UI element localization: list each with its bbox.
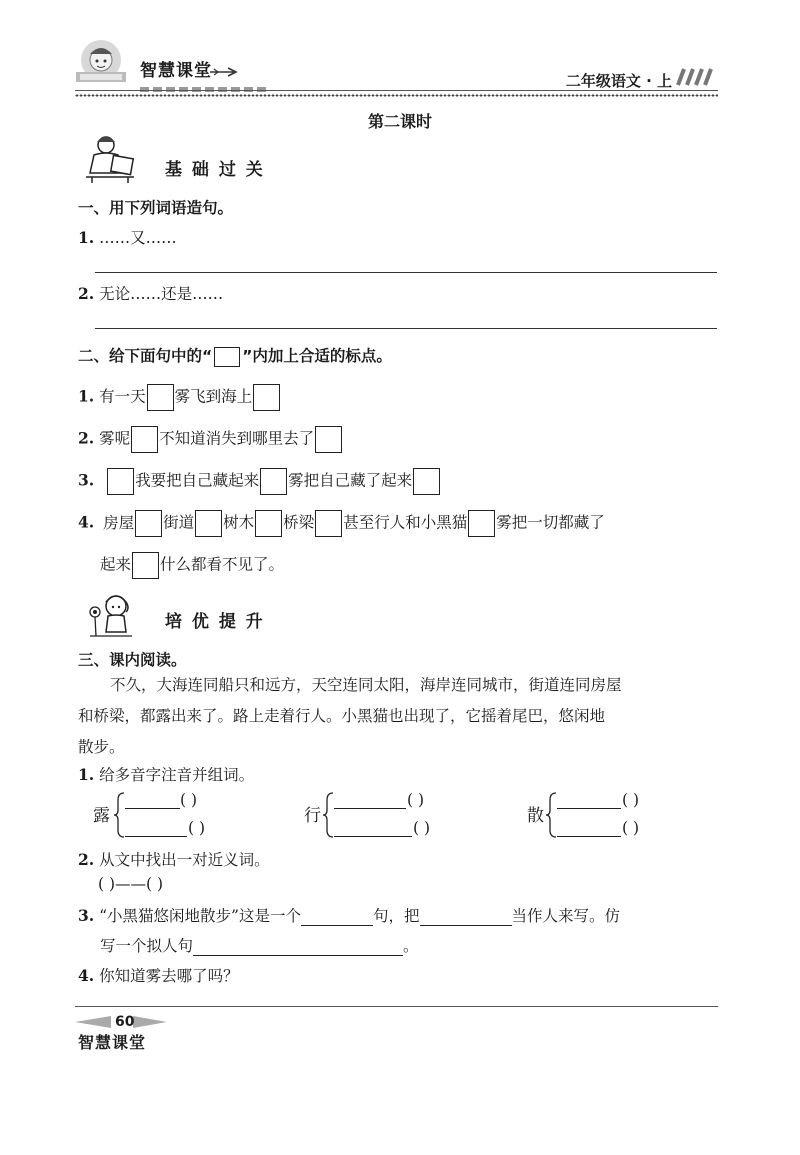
footer-title: 智慧课堂 <box>78 1033 147 1052</box>
q2-heading <box>78 344 392 367</box>
q3-sub4-text: 你知道雾去哪了吗？ <box>99 967 239 985</box>
q1-item-1-num: 1. <box>78 228 95 247</box>
q2-item-4-cont <box>100 552 284 579</box>
q2-text: 雾呢 <box>99 429 131 448</box>
q3-heading: 三、课内阅读。 <box>78 651 187 669</box>
punct-box[interactable] <box>132 552 159 579</box>
punct-box[interactable] <box>468 510 495 537</box>
q2-item-4 <box>78 510 605 537</box>
q2-text: 雾飞到海上 <box>174 387 253 406</box>
punct-box[interactable] <box>255 510 282 537</box>
poly-char-san: 散 <box>527 806 544 826</box>
q1-item-2-num: 2. <box>78 284 95 303</box>
brace-icon <box>545 792 557 842</box>
q2-text: 树木 <box>223 513 255 532</box>
student-writing-icon <box>82 133 138 189</box>
q2-heading-post: ”内加上合适的标点。 <box>242 347 392 365</box>
q3-sub2-answer[interactable]: ( )——( ) <box>98 875 164 893</box>
q1-item-1-text: ……又…… <box>99 229 177 247</box>
footer-rule <box>75 1006 718 1007</box>
q1-item-2 <box>78 282 223 304</box>
reading-passage <box>78 670 718 763</box>
punct-box[interactable] <box>147 384 174 411</box>
object-blank[interactable] <box>420 909 512 926</box>
q3-sub1 <box>78 763 254 785</box>
section-basic-title: 基 础 过 关 <box>165 160 265 180</box>
q2-text: 甚至行人和小黑猫 <box>343 513 468 532</box>
q1-item-1 <box>78 226 177 248</box>
poly-paren[interactable]: ( ) <box>413 819 431 837</box>
q3-sub1-num: 1. <box>78 765 95 784</box>
poly-blank[interactable] <box>125 820 187 837</box>
poly-paren[interactable]: ( ) <box>622 819 640 837</box>
q3-sub3-num: 3. <box>78 906 95 925</box>
poly-paren[interactable]: ( ) <box>180 791 198 809</box>
q2-text: 我要把自己藏起来 <box>135 471 260 490</box>
q2-item-1-num: 1. <box>78 386 95 406</box>
q2-item-2-num: 2. <box>78 428 95 448</box>
poly-blank[interactable] <box>334 792 406 809</box>
q2-text: 桥梁 <box>283 513 315 532</box>
punct-box[interactable] <box>195 510 222 537</box>
punct-box[interactable] <box>315 426 342 453</box>
header-grade-label: 二年级语文 · 上 <box>565 72 672 90</box>
punct-box[interactable] <box>253 384 280 411</box>
q1-answer-line-2[interactable] <box>95 328 717 329</box>
brace-icon <box>113 792 125 842</box>
q1-answer-line-1[interactable] <box>95 272 717 273</box>
q2-text: 雾把自己藏了起来 <box>288 471 413 490</box>
poly-blank[interactable] <box>125 792 180 809</box>
q3-sub2 <box>78 848 270 870</box>
poly-blank[interactable] <box>334 820 412 837</box>
punct-box[interactable] <box>260 468 287 495</box>
q3-sub3-cont <box>100 934 419 956</box>
lesson-title: 第二课时 <box>367 112 432 131</box>
poly-char-xing: 行 <box>304 806 321 826</box>
q2-item-2 <box>78 426 343 453</box>
q3-sub3-text-4: 写一个拟人句 <box>100 937 194 955</box>
q2-text: 什么都看不见了。 <box>160 555 285 574</box>
q2-text: 起来 <box>100 555 132 574</box>
passage-line-2: 和桥梁，都露出来了。路上走着行人。小黑猫也出现了，它摇着尾巴，悠闲地 <box>78 707 606 725</box>
q2-text: 不知道消失到哪里去了 <box>159 429 315 448</box>
header-rule <box>75 90 718 91</box>
sentence-type-blank[interactable] <box>301 909 373 926</box>
q3-sub3-text-3: 当作人来写。仿 <box>511 907 621 925</box>
punct-box[interactable] <box>315 510 342 537</box>
punct-box[interactable] <box>413 468 440 495</box>
punct-box[interactable] <box>131 426 158 453</box>
q2-text: 有一天 <box>99 387 146 406</box>
punct-box[interactable] <box>135 510 162 537</box>
q2-text: 雾把一切都藏了 <box>496 513 605 532</box>
poly-blank[interactable] <box>557 820 621 837</box>
q2-text: 街道 <box>163 513 195 532</box>
q3-sub4 <box>78 964 239 986</box>
poly-paren[interactable]: ( ) <box>622 791 640 809</box>
poly-char-lu: 露 <box>93 806 110 826</box>
punct-box[interactable] <box>107 468 134 495</box>
page-number: 60 <box>115 1014 135 1030</box>
header-slashes-icon <box>672 68 718 90</box>
passage-line-3: 散步。 <box>78 738 125 756</box>
q3-sub4-num: 4. <box>78 966 95 985</box>
q3-sub2-num: 2. <box>78 850 95 869</box>
q2-heading-box <box>214 347 240 367</box>
passage-line-1: 不久，大海连同船只和远方，天空连同太阳，海岸连同城市，街道连同房屋 <box>110 676 622 694</box>
q2-heading-pre: 二、给下面句中的“ <box>78 347 213 365</box>
q3-sub2-text: 从文中找出一对近义词。 <box>99 851 270 869</box>
personification-blank[interactable] <box>193 939 403 956</box>
girl-flower-icon <box>86 592 136 644</box>
q2-text: 房屋 <box>103 513 135 532</box>
header-title: 智慧课堂 <box>140 61 212 81</box>
q1-item-2-text: 无论……还是…… <box>99 285 224 303</box>
poly-blank[interactable] <box>557 792 621 809</box>
poly-paren[interactable]: ( ) <box>407 791 425 809</box>
q1-heading: 一、用下列词语造句。 <box>78 199 234 217</box>
header-dotted-rule <box>75 94 718 97</box>
q3-sub3-text-5: 。 <box>403 937 419 955</box>
q3-sub1-text: 给多音字注音并组词。 <box>99 766 255 784</box>
q2-item-4-num: 4. <box>78 512 95 532</box>
header-logo-icon <box>70 38 132 88</box>
q3-sub3-text-2: 句，把 <box>372 907 420 925</box>
brace-icon <box>322 792 334 842</box>
q2-item-1 <box>78 384 281 411</box>
q3-sub3-text-1: “小黑猫悠闲地散步”这是一个 <box>99 907 301 925</box>
section-advanced-title: 培 优 提 升 <box>165 612 265 632</box>
q2-item-3-num: 3. <box>78 470 95 490</box>
q2-item-3 <box>78 468 441 495</box>
poly-paren[interactable]: ( ) <box>188 819 206 837</box>
q3-sub3 <box>78 904 620 926</box>
